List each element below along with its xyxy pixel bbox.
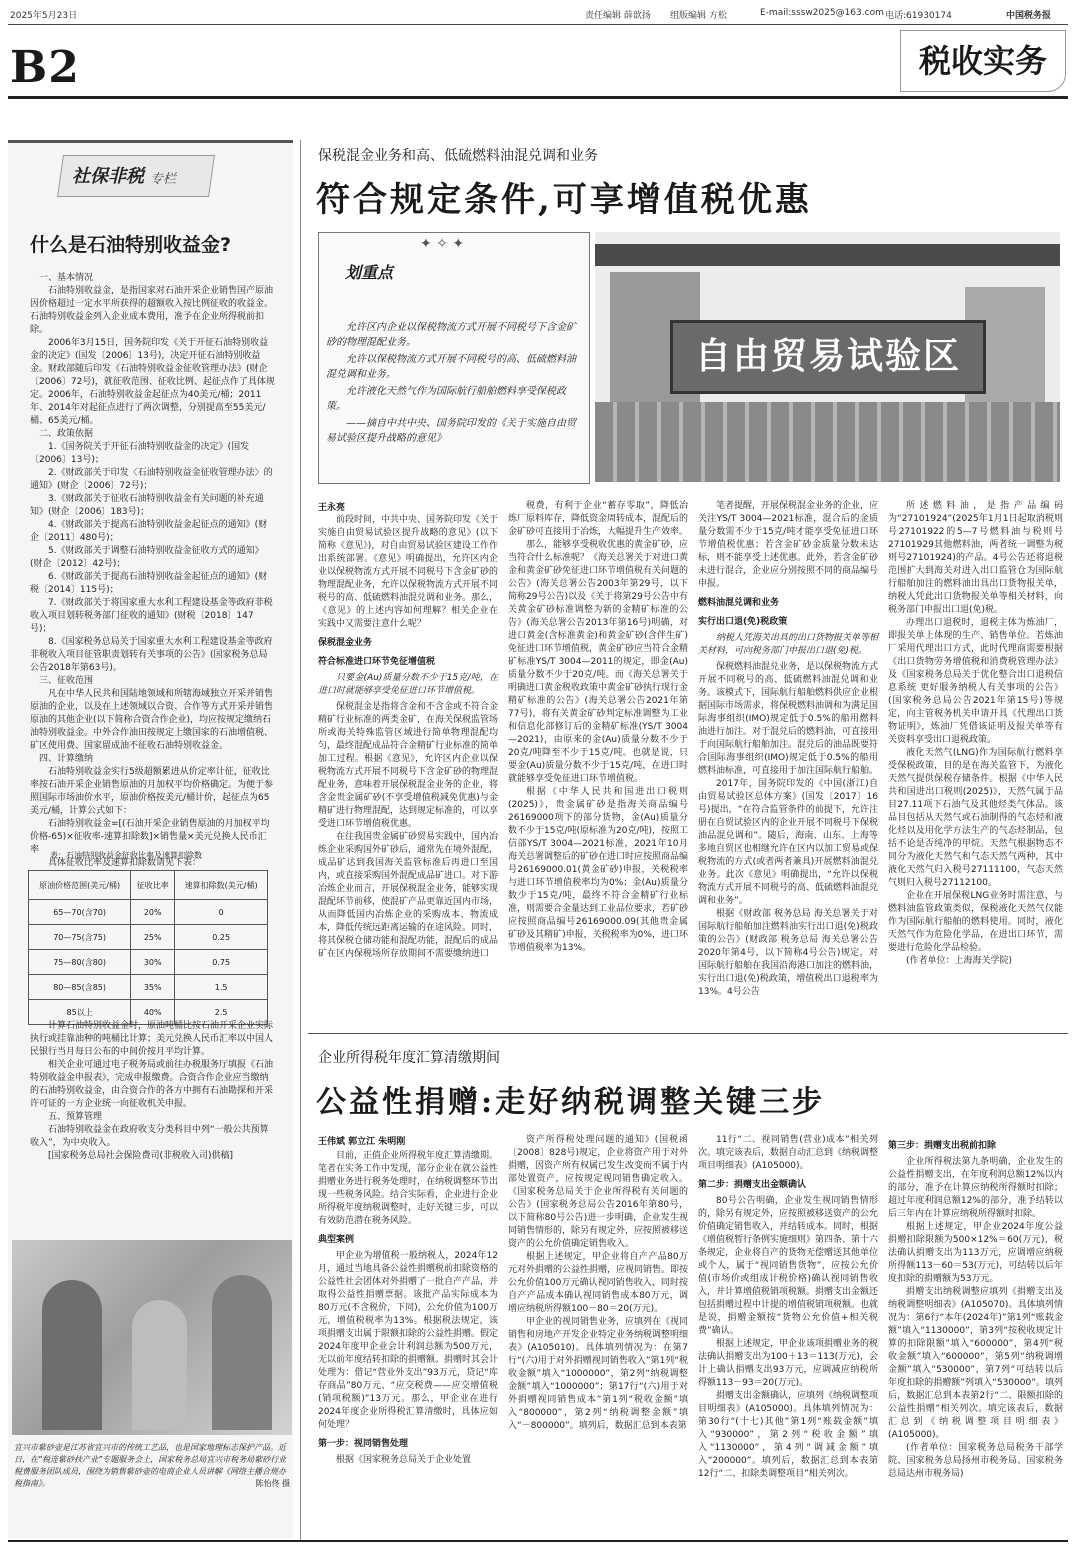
column-badge: 社保非税: [72, 166, 144, 187]
paragraph: 根据上述规定，甲企业该项捐赠业务的税法确认捐赠支出为100＋13＝113(万元)，会计上确认捐赠支出93万元，应调减应纳税所得额113－93＝20(万元)。: [698, 1339, 879, 1388]
photo-figure: [42, 1280, 102, 1430]
ftz-illustration: [595, 232, 1060, 482]
paragraph: 2.《财政部关于印发〈石油特别收益金征收管理办法〉的通知》(财企〔2006〕72号)；: [30, 468, 273, 491]
crane-beam: [595, 244, 1060, 266]
photo-figure: [132, 1300, 187, 1430]
table-cell: 65—70(含70): [29, 900, 131, 925]
paragraph: 一、基本情况: [39, 273, 94, 283]
paragraph: 3.《财政部关于征收石油特别收益金有关问题的补充通知》(财企〔2006〕183号)；: [30, 494, 264, 517]
paragraph: 石油特别收益金在政府收支分类科目中列“一般公共预算收入”，为中央收入。: [30, 1125, 269, 1148]
paragraph: 11行“二、视同销售(营业)成本”相关列次。填完该表后，数据自动汇总到《纳税调整项目明细表》(A105000)。: [698, 1135, 879, 1171]
header-rule: [8, 24, 1068, 25]
article2-author: 王伟斌 郭立江 朱明刚: [318, 1137, 406, 1147]
issue-date: 2025年5月23日: [10, 11, 78, 21]
key-point: 允许液化天然气作为国际航行船舶燃料享受保税政策。: [326, 386, 566, 412]
article1-column-4: [888, 500, 1063, 968]
paragraph: 7.《财政部关于将国家重大水利工程建设基金等政府非税收入项目划转税务部门征收的通知》(财税〔2018〕147号)；: [30, 598, 273, 634]
subheading: 符合标准进口环节免征增值税: [318, 657, 436, 667]
paragraph: 根据上述规定，甲企业将自产产品80万元对外捐赠的公益性捐赠，应视同销售。即按公允价值100万元确认视同销售收入，同时按自产产品成本确认视同销售成本80万元，调增应纳税所得额100－80＝20(万元)。: [508, 1252, 689, 1314]
sparkle-icon: ✦ ✧ ✦: [420, 236, 465, 252]
subheading: 第二步：捐赠支出金额确认: [698, 1180, 807, 1190]
news-photo: [12, 1240, 292, 1435]
table-cell: 85以上: [29, 1000, 131, 1025]
key-points-text: [326, 320, 581, 448]
header-thick-rule: [8, 96, 1068, 99]
paragraph: 根据上述规定，甲企业2024年度公益捐赠扣除限额为500×12%＝60(万元)，税法确认捐赠支出为113万元，应调增应纳税所得额113－60＝53(万元)，可结转以后年度扣除的捐赠额为53万元。: [888, 1222, 1063, 1284]
table-cell: 20%: [131, 900, 175, 925]
paragraph: 前段时间，中共中央、国务院印发《关于实施自由贸易试验区提升战略的意见》(以下简称《意见》)，对自由贸易试验区建设工作作出系统部署。《意见》明确提出，允许区内企业以保税物流方式开展不同税号下含金矿砂的物理混配业务，允许以保税物流方式开展不同税号的高、低硫燃料油混兑调和业务。那么，《意见》的上述内容如何理解？相关企业在实践中又需要注意什么呢？: [318, 515, 499, 629]
table-cell: 0: [175, 900, 268, 925]
lead-note: 纳税人凭海关出具的出口货物报关单等相关材料，可向税务部门申报出口退(免)税。: [698, 633, 879, 656]
table-cell: 70—75(含75): [29, 925, 131, 950]
table-header-row: [29, 871, 268, 900]
article2-column-2: [508, 1134, 688, 1433]
photo-credit: 陈怡佟 摄: [255, 1479, 290, 1488]
paragraph: 2006年3月15日，国务院印发《关于开征石油特别收益金的决定》(国发〔2006〕13号)，决定开征石油特别收益金。财政部随后印发《石油特别收益金征收管理办法》(财企〔2006〕72号)，就征收范围、征收比例、起征点作了具体规定。2006年，石油特别收益金起征点为40美元/桶；2011年、2014年对起征点进行了两次调整，分别提高至55美元/桶、65美元/桶。: [30, 338, 275, 426]
subheading: 保税混金业务: [318, 638, 373, 648]
paragraph: 石油特别收益金，是指国家对石油开采企业销售国产原油因价格超过一定水平所获得的超额收入按比例征收的收益金。石油特别收益金列入企业成本费用，准予在企业所得税前扣除。: [30, 286, 274, 335]
paragraph: 保税混金是指将含金和不含金或不符合金精矿行业标准的两类金矿，在海关保税监管场所或海关特殊监管区域进行简单物理混配均匀，最终混配成品符合金精矿行业标准的简单加工过程。根据《意见》，允许区内企业以保税物流方式开展不同税号下含金矿砂的物理混配业务，意味着开展保税混金业务的企业，将含金贵金属矿砂(不享受增值税减免优惠)与金精矿进行物理混配，达到规定标准的，可以享受进口环节增值税优惠。: [318, 702, 499, 829]
section-title: 税收实务: [900, 30, 1066, 92]
table-caption: 表：石油特别收益金征收比率及速算扣除数: [50, 851, 202, 860]
article1-column-1: [318, 514, 498, 961]
tax-rate-table: [28, 870, 268, 1025]
table-cell: 75—80(含80): [29, 950, 131, 975]
table-cell: 30%: [131, 950, 175, 975]
table-cell: 1.5: [175, 975, 268, 1000]
phone: 电话:61930174: [885, 11, 952, 21]
footer-rule: [8, 1540, 1068, 1542]
paragraph: 企业所得税法第九条明确，企业发生的公益性捐赠支出，在年度利润总额12%以内的部分，准予在计算应纳税所得额时扣除；超过年度利润总额12%的部分，准予结转以后三年内在计算应纳税所得额时扣除。: [888, 1157, 1063, 1219]
table-header: 速算扣除数(美元/桶): [175, 871, 268, 900]
subheading: 第一步：视同销售处理: [318, 1439, 409, 1449]
subheading: 典型案例: [318, 1235, 355, 1245]
paragraph: 8.《国家税务总局关于国家重大水利工程建设基金等政府非税收入项目征管职责划转有关事项的公告》(国家税务总局公告2018年第63号)。: [30, 637, 273, 673]
paragraph: 所述燃料油，是指产品编码为“27101924”(2025年1月1日起取消税则号27101922的5—7号燃料油与税则号27101929其他燃料油，两者统一调整为税则号27101924)的产品。4号公告还将退税范围扩大到海关对进入出口监管仓为国际航行船舶加注的燃料油出具出口货物报关单，纳税人凭此出口货物报关单等相关材料，向税务部门申报出口退(免)税。: [888, 501, 1063, 615]
paragraph: 在往我国贵金属矿砂贸易实践中，国内冶炼企业采购国外矿砂后，通常先在境外混配，成品矿达到我国海关监管标准后再进口至国内，或直接采购国外混配成品矿进口。对下游冶炼企业而言，开展保税混金业务，能够实现混配环节前移，使混矿产品更靠近国内市场，从而降低国内冶炼企业的采购成本、物流成本，降低传统远距离运输的在途风险。同时，将其保税仓储功能和混配功能，混配后的成品矿在区内保税场所存放期间不需要缴纳进口: [318, 832, 499, 959]
table-header: 原油价格范围(美元/桶): [29, 871, 131, 900]
paragraph: 相关企业可通过电子税务局或前往办税服务厅填报《石油特别收益金申报表》，完成申报缴费。合资合作企业应当缴纳的石油特别收益金，由合资合作的各方中拥有石油勘探和开采许可证的一方企业统一向征收机关申报。: [30, 1060, 274, 1109]
article2-column-4: [888, 1134, 1063, 1481]
paragraph: (作者单位：国家税务总局税务干部学院、国家税务总局扬州市税务局、国家税务总局达州市税务局): [888, 1443, 1063, 1479]
paragraph: 办理出口退税时，退税主体为炼油厂，即报关单上体现的生产、销售单位。若炼油厂采用代理出口方式，此时代理商需要根据《出口货物劳务增值税和消费税管理办法》及《国家税务总局关于优化整合出口退税信息系统 更好服务纳税人有关事项的公告》(国家税务总局公告2021年第15号)等规定，向主管税务机关申请开具《代理出口货物证明》，炼油厂凭借该证明及报关单等有关资料享受出口退税政策。: [888, 618, 1063, 745]
table-cell: 35%: [131, 975, 175, 1000]
key-point: 允许区内企业以保税物流方式开展不同税号下含金矿砂的物理混配业务。: [326, 322, 576, 348]
ftz-sign: 自由贸易试验区: [670, 320, 986, 394]
sidebar-body: [30, 272, 275, 870]
paragraph: 5.《财政部关于调整石油特别收益金征收方式的通知》(财企〔2012〕42号)；: [30, 546, 264, 569]
paragraph: 6.《财政部关于提高石油特别收益金起征点的通知》(财税〔2014〕115号)；: [30, 572, 268, 595]
sidebar-title: 什么是石油特别收益金?: [30, 234, 232, 256]
key-point: ——摘自中共中央、国务院印发的《关于实施自由贸易试验区提升战略的意见》: [326, 418, 576, 444]
table-cell: 0.25: [175, 925, 268, 950]
paragraph: 捐赠支出金额确认，应填列《纳税调整项目明细表》(A105000)。具体填列情况为：第30行“(十七)其他”第1列“账载金额”填入“930000”，第2列“税收金额”填入“1130000”，第4列“调减金额”填入“200000”。填列后，数据汇总到本表第12行“二、扣除类调整项目”相关列次。: [698, 1391, 879, 1479]
photo-figure: [212, 1275, 272, 1430]
paragraph: 计算石油特别收益金时，原油吨桶比按石油开采企业实际执行或挂靠油种的吨桶比计算；美元兑换人民币汇率以中国人民银行当月每日公布的中间价按月平均计算。: [30, 1021, 274, 1057]
subheading: 燃料油混兑调和业务: [698, 598, 780, 608]
table-row: [29, 900, 268, 925]
paragraph: 石油特别收益金实行5级超额累进从价定率计征，征收比率按石油开采企业销售原油的月加权平均价格确定。为便于参照国际市场油价水平，原油价格按美元/桶计价，起征点为65美元/桶，计算公式如下：: [30, 767, 274, 816]
paragraph: 2017年，国务院印发的《中国(浙江)自由贸易试验区总体方案》(国发〔2017〕16号)提出，“在符合监管条件的前提下，允许注册在自贸试验区内的企业开展不同税号下保税油品混兑调和”。随后，海南、山东、上海等多地自贸区也相继允许在区内以加工贸易或保税物流的方式(或者两者兼具)开展燃料油混兑业务。此次《意见》明确提出，“允许以保税物流方式开展不同税号的高、低硫燃料油混兑调和业务”。: [698, 779, 879, 906]
paragraph: 甲企业的视同销售业务，应填列在《视同销售和房地产开发企业特定业务纳税调整明细表》(A105010)。具体填列情况为：在第7行“(六)用于对外捐赠视同销售收入”第1列“税收金额”填入“1000000”，第2列“纳税调整金额”填入“1000000”；第17行“(六)用于对外捐赠视同销售成本”第1列“税收金额”填入“800000”，第2列“纳税调整金额”填入“－800000”。填列后，数据汇总到本表第: [508, 1317, 689, 1431]
table-row: [29, 950, 268, 975]
sidebar-body-continued: [30, 1020, 275, 1163]
photo-caption: [14, 1442, 290, 1490]
article2-column-1: [318, 1150, 498, 1467]
containers: [595, 402, 1060, 482]
paragraph: 4.《财政部关于提高石油特别收益金起征点的通知》(财企〔2011〕480号)；: [30, 520, 268, 543]
editor: 责任编辑 薛歆扬: [585, 11, 651, 21]
article1-kicker: 保税混金业务和高、低硫燃料油混兑调和业务: [318, 148, 598, 164]
paragraph: 具体征收比率及速算扣除数请见下表：: [48, 858, 202, 868]
paragraph: 四、计算缴纳: [39, 754, 94, 764]
layout-editor: 组版编辑 方松: [670, 11, 727, 21]
article2-kicker: 企业所得税年度汇算清缴期间: [318, 1050, 500, 1066]
email: E-mail:sssw2025@163.com: [760, 8, 884, 18]
paragraph: (作者单位：上海海关学院): [906, 956, 1013, 966]
paragraph: 根据《国家税务总局关于企业处置: [336, 1455, 472, 1465]
page-header: [0, 0, 1076, 26]
table-cell: 2.5: [175, 1000, 268, 1025]
paragraph: 保税燃料油混兑业务，是以保税物流方式开展不同税号的高、低硫燃料油混兑调和业务。该模式下，国际航行船舶燃料供应企业根据国际市场需求，将保税燃料油调和为满足国际海事组织(IMO)规定低于0.5%的船用燃料油进行加注。对于混兑后的燃料油，可直接用于向国际航行船舶加注。混兑后的油品既要符合国际海事组织(IMO)规定低于0.5%的船用燃料油标准，可直接用于加注国际航行船舶。: [698, 662, 879, 776]
paragraph: 1.《国务院关于开征石油特别收益金的决定》(国发〔2006〕13号)；: [30, 442, 250, 465]
article1-title: 符合规定条件,可享增值税优惠: [316, 180, 812, 220]
key-point: 允许以保税物流方式开展不同税号的高、低硫燃料油混兑调和业务。: [326, 354, 576, 380]
table-header: 征收比率: [131, 871, 175, 900]
paragraph: 那么，能够享受税收优惠的黄金矿砂，应当符合什么标准呢？《海关总署关于对进口黄金和黄金矿砂免征进口环节增值税有关问题的公告》(海关总署公告2003年第29号，以下简称29号公告)以及《关于将第29号公告中有关黄金矿砂标准调整为新的金精矿标准的公告》(海关总署公告2013年第16号)明确，对进口黄金(含标准黄金)和黄金矿砂(含伴生矿)免征进口环节增值税，黄金矿砂应当符合金精矿标准YS/T 3004—2011的规定，即金(Au)质量分数不少于20克/吨。而《海关总署关于明确进口黄金税收政策中黄金矿砂执行现行金精矿标准的公告》(海关总署公告2021年第77号)，将有关黄金矿砂判定标准调整为工业和信息化部修订后的金精矿标准(YS/T 3004—2021)，由原来的金(Au)质量分数不少于20克/吨降至不少于15克/吨。也就是说，只要金(Au)质量分数不少于15克/吨，在进口时就能够享受免征进口环节增值税。: [508, 540, 689, 784]
article2-title: 公益性捐赠:走好纳税调整关键三步: [316, 1085, 826, 1120]
paragraph: 80号公告明确，企业发生视同销售情形的，除另有规定外，应按照被移送资产的公允价值确定销售收入，并结转成本。同时，根据《增值税暂行条例实施细则》第四条、第十六条规定，企业将自产的货物无偿赠送其他单位或个人，属于“视同销售货物”，应按公允价值(市场价或组成计税价格)确认视同销售收入，并计算增值税销项税额。捐赠支出金额还包括捐赠过程中计提的增值税销项税额。也就是说，捐赠金额按“货物公允价值+相关税费”确认。: [698, 1196, 879, 1336]
paragraph: 液化天然气(LNG)作为国际航行燃料享受保税政策，目的是在海关监管下，为液化天然气提供保税存储条件。根据《中华人民共和国进出口税则(2025)》，天然气属于品目27.11项下石油气及其他烃类气体品。该品目包括从天然气或石油制得的气态烃和液化烃以及用化学方法生产的气态烃制品，包括不论是否纯净的甲烷。天然气根据物态不同分为液化天然气和气态天然气两种，其中液化天然气归入税号27111100，气态天然气则归入税号27112100。: [888, 748, 1063, 888]
paragraph: 凡在中华人民共和国陆地领域和所辖海域独立开采并销售原油的企业，以及在上述领域以合资、合作等方式开采并销售原油的其他企业(以下简称合资合作企业)，均应按规定缴纳石油特别收益金。中外合作油田按规定上缴国家的石油增值税、矿区使用费、国家留成油不征收石油特别收益金。: [30, 689, 274, 751]
paragraph: 税费，有利于企业“蓄存零取”，降低冶炼厂原料库存，降低资金周转成本，混配后的金矿砂可直接用于冶炼，大幅提升生产效率。: [508, 501, 689, 537]
lead-note: 只要金(Au)质量分数不少于15克/吨，在进口时就能够享受免征进口环节增值税。: [318, 673, 498, 696]
article1-column-3: [698, 500, 878, 999]
paragraph: 根据《中华人民共和国进出口税则(2025)》，贵金属矿砂是指海关商品编号26169000项下的部分货物，金(Au)质量分数不少于15克/吨(原标准为20克/吨)，按照工信部YS/T 3004—2021标准，2021年10月海关总署调整后的矿砂在进口时应按照商品编号26169000.01(黄金矿砂)申报，关税税率与进口环节增值税率均为0%；金(Au)质量分数少于15克/吨，最终不符合金精矿行业标准，则需要合金量达到工业品位要求，若矿砂应按照商品编号26169000.09(其他贵金属矿砂及其精矿)申报，关税税率为0%，进口环节增值税率为13%。: [508, 787, 689, 953]
column-divider: [300, 140, 301, 1540]
article1-author: 王永亮: [318, 503, 346, 513]
key-points-label: 划重点: [345, 263, 394, 282]
subheading: 第三步：捐赠支出税前扣除: [888, 1141, 997, 1151]
article2-column-3: [698, 1134, 878, 1481]
paper-name: 中国税务报: [1006, 11, 1052, 21]
paragraph: 笔者提醒，开展保税混金业务的企业，应关注YS/T 3004—2021标准，混合后的金质量分数需不少于15克/吨才能享受免征进口环节增值税优惠；若含金矿砂金质量分数未达标，则不能享受上述优惠。此外，若含金矿砂未进行混合，企业应分别按照不同的商品编号申报。: [698, 501, 879, 589]
table-cell: 0.75: [175, 950, 268, 975]
paragraph: 五、预算管理: [48, 1112, 103, 1122]
paragraph: 目前，正值企业所得税年度汇算清缴期。笔者在实务工作中发现，部分企业在就公益性捐赠业务进行税务处理时，在纳税调整环节出现一些税务风险。结合实际看，企业进行企业所得税年度纳税调整时，走好关键三步，可以有效防范潜在税务风险。: [318, 1151, 499, 1226]
paragraph: 石油特别收益金=[(石油开采企业销售原油的月加权平均价格-65)×征收率-速算扣除数]×销售量×美元兑换人民币汇率: [30, 819, 270, 855]
table-cell: 80—85(含85): [29, 975, 131, 1000]
paragraph: 二、政策依据: [39, 429, 94, 439]
column-badge-sub: 专栏: [150, 172, 177, 187]
photo-caption-text: 宜兴市紫砂壶是江苏省宜兴市的传统工艺品，也是国家地理标志保护产品。近日，在“税连紫砂扶产业”专题服务会上，国家税务总局宜兴市税务局紫砂行业税费服务团队成员，围绕为销售紫砂壶的电商企业人员讲解《网络主播合规办税指南》。: [14, 1443, 287, 1488]
table-cell: 40%: [131, 1000, 175, 1025]
page-number: B2: [10, 42, 80, 93]
paragraph: 三、征收范围: [39, 676, 94, 686]
table-cell: 25%: [131, 925, 175, 950]
paragraph: 根据《财政部 税务总局 海关总署关于对国际航行船舶加注燃料油实行出口退(免)税政策的公告》(财政部 税务总局 海关总署公告2020年第4号，以下简称4号公告)规定，对国际航行船舶在我国沿海港口加注的燃料油，实行出口退(免)税政策，增值税出口退税率为13%。4号公告: [698, 909, 879, 997]
table-row: [29, 975, 268, 1000]
subheading: 实行出口退(免)税政策: [698, 617, 788, 627]
article1-column-2: [508, 500, 688, 955]
paragraph: 捐赠支出纳税调整应填列《捐赠支出及纳税调整明细表》(A105070)。具体填列情况为：第6行“本年(2024年)”第1列“账载金额”填入“1130000”，第3列“按税收规定计算的扣除限额”填入“600000”，第4列“税收金额”填入“600000”，第5列“纳税调增金额”填入“530000”，第7列“可结转以后年度扣除的捐赠额”列填入“530000”。填列后，数据汇总到本表第2行“二、限额扣除的公益性捐赠”相关列次。填完该表后，数据汇总到《纳税调整项目明细表》(A105000)。: [888, 1287, 1063, 1440]
paragraph: 甲企业为增值税一般纳税人，2024年12月，通过当地具备公益性捐赠税前扣除资格的公益性社会团体对外捐赠了一批自产产品，并取得公益性捐赠票据。该批产品实际成本为80万元(不含税价，下同)，公允价值为100万元，增值税税率为13%。根据税法规定，该项捐赠支出属于限额扣除的公益性捐赠。假定2024年度甲企业会计利润总额为500万元，无以前年度结转扣除的捐赠额。捐赠时其会计处理为：借记“营业外支出”93万元，贷记“库存商品”80万元、“应交税费——应交增值税(销项税额)”13万元。那么，甲企业在进行2024年度企业所得税汇算清缴时，具体应如何处理？: [318, 1251, 499, 1430]
paragraph: 企业在开展保税LNG业务时需注意，与燃料油监管政策类似，保税液化天然气仅能作为国际航行船舶的燃料使用。同时，液化天然气作为危险化学品，在进出口环节，需要进行危险化学品检验。: [888, 891, 1063, 953]
table-row: [29, 925, 268, 950]
paragraph: 资产所得税处理问题的通知》(国税函〔2008〕828号)规定，企业将资产用于对外捐赠，因资产所有权属已发生改变而不属于内部处置资产，应按规定视同销售确定收入。《国家税务总局关于企业所得税有关问题的公告》(国家税务总局公告2016年第80号，以下简称80号公告)进一步明确，企业发生视同销售情形的，除另有规定外，应按照被移送资产的公允价值确定销售收入。: [508, 1135, 689, 1249]
article-separator: [308, 1033, 1068, 1034]
paragraph: [国家税务总局社会保险费司(非税收入司)供稿]: [48, 1151, 234, 1161]
